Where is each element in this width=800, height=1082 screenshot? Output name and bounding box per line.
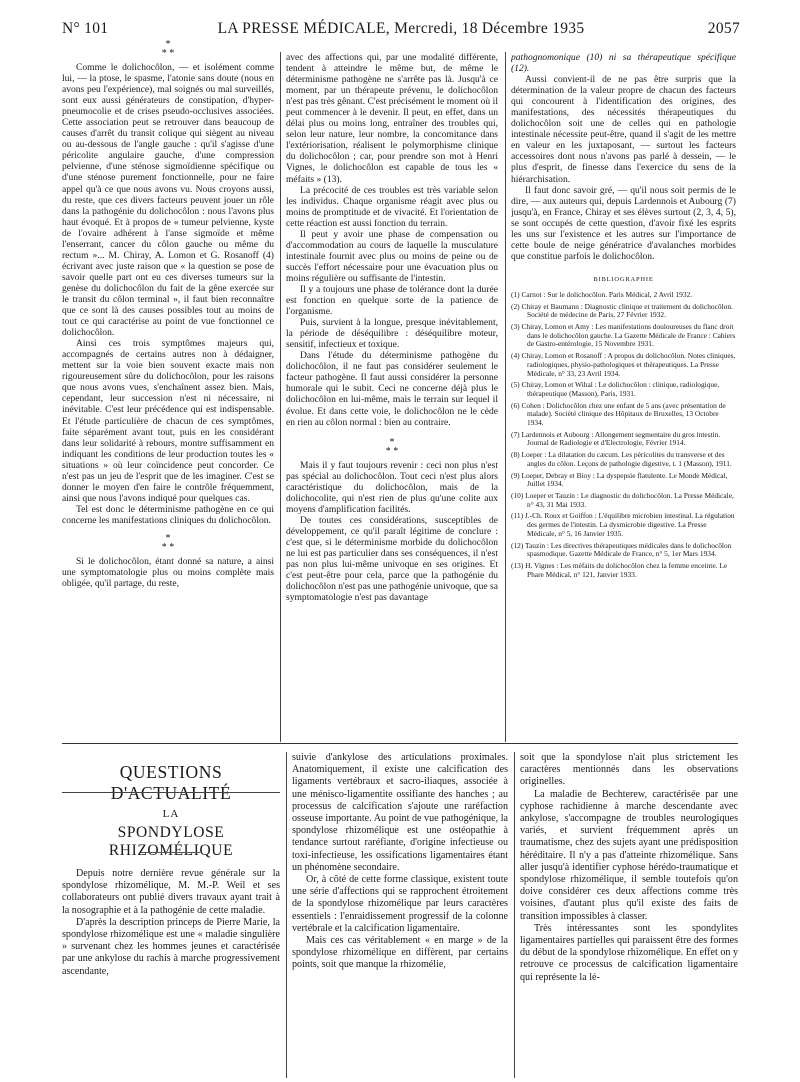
paragraph: Comme le dolichocôlon, — et isolément comme lui, — la ptose, le spasme, l'atonie sans doute (nous en avons peu l'expérience), mal soignés ou mal surveillés, sont eux aussi générateurs de constipation, d'hyper-pneumocolie et de crises pseudo-occlusives associées. Cette association peut se retrouver dans beaucoup de causes d'arrêt du transit colique qui siègent au niveau ou au-dessous de l'angle gauche : qu'il s'agisse d'une péricolite angulaire gauche, d'une compression pelvienne, d'une sténose sigmoïdienne spécifique ou d'une sténose purement fonctionnelle, pour ne faire appel qu'à ce que nous avons vu. Nous croyons aussi, du reste, que ces divers facteurs peuvent jouer un rôle dans la pathogénie du dolichocôlon : nous l'avons plus haut évoqué. Et à propos de « tumeur pelvienne, kyste de l'ovaire adhérent à l'anse sigmoïde et même l'enserrant, cancer du côlon gauche ou même du rectum »... M. Chiray, A. Lomon et G. Rosanoff (4) écrivant avec juste raison que « la question se pose de savoir quelle part ont eu ces diverses tumeurs sur la genèse du dolichocôlon du fait de la gêne exercée sur le transit du côlon terminal », il faut bien reconnaître que ce sont là des causes possibles tout au moins de tout ce qui caractérise au point de vue fonctionnel ce dolichocôlon. <box>62 62 274 339</box>
section-separator: * * * <box>385 436 399 457</box>
paragraph: Ainsi ces trois symptômes majeurs qui, accompagnés de certains autres non à dédaigner, mettent sur la voie bien souvent exacte mais non rigoureusement sûre du dolichocôlon, pour les raisons que nous avons vues, s'enchaînent assez bien. Mais, cependant, leur succession n'est ni nécessaire, ni inévitable. C'est leur précédence qui est indispensable. Et l'étude particulière de chacun de ces symptômes, faite séparément avant tout, puis en les considérant dans leur solidarité à rebours, montre suffisamment en indiquant les conditions de leur production toutes les « situations » où leur coïncidence peut concorder. Ce n'est pas un jeu de l'esprit que de les imaginer. C'est se donner le moyen d'en faire le contrôle fréquemment, ainsi que nous l'avons indiqué pour quelques cas. <box>62 338 274 504</box>
paragraph: Il peut y avoir une phase de compensation ou d'accommodation au cours de laquelle la musculature intestinale fournit avec plus ou moins de peine ou de succès l'effort nécessaire pour une évacuation plus ou moins régulière ou suffisante de l'intestin. <box>286 228 498 284</box>
top-column-2 <box>286 52 498 706</box>
bibliography-item: (5) Chiray, Lomon et Wihal : Le dolichocôlon : clinique, radiologique, thérapeutique (Masson), Paris, 1931. <box>511 380 720 398</box>
bibliography-item: (4) Chiray, Lomon et Rosanoff : A propos du dolichocôlon. Notes cliniques, radiologiques, physio-pathologiques et thérapeutiques. La Presse Médicale, n° 33, 23 Avril 1934. <box>511 351 736 378</box>
paragraph: avec des affections qui, par une modalité différente, tendent à atteindre le même but, de même le déterminisme pathogène ne s'arrête pas là. Jusqu'à ce moment, par un thérapeute prévenu, le dolichocôlon n'est pas très gênant. C'est précisément le moment où il peut commencer à le devenir. Il peut, en effet, dans un délai plus ou moins long, entraîner des troubles qui, selon leur nature, leur nombre, la concomitance dans l'extériorisation, réalisent le polymorphisme clinique du dolichocôlon ; car, pour prendre son mot à Henri Vignes, le dolichocôlon est capable de tous les « méfaits » (13). <box>286 52 498 185</box>
article-title: SPONDYLOSE RHIZOMÉLIQUE <box>108 824 234 859</box>
paragraph: Or, à côté de cette forme classique, existent toute une série d'affections qui se rapprochent étroitement de la spondylose rhizomélique par leurs caractères essentiels : l'enraidissement progressif de la colonne vertébrale et la calcification ligamentaire. <box>292 874 508 934</box>
bibliography-item: (2) Chiray et Baumann : Diagnostic clinique et traitement du dolichocôlon. Société de médecine de Paris, 27 Février 1932. <box>511 301 733 320</box>
bottom-column-1 <box>62 868 280 1078</box>
section-divider <box>62 743 738 744</box>
section-separator: * * * <box>161 39 175 59</box>
bottom-column-3 <box>520 752 738 1078</box>
issue-number: N° 101 <box>62 20 109 37</box>
bibliography-list <box>511 291 736 579</box>
bibliography-item: (9) Loeper, Debray et Bioy : La dyspepsie flatulente. Le Monde Médical, Juillet 1934. <box>511 470 728 489</box>
paragraph: Dans l'étude du déterminisme pathogène du dolichocôlon, il ne faut pas considérer seulement le facteur pathogène. Il faut aussi considérer la personne humorale qui le subit. Ceci ne concerne déjà plus le dolichocôlon en lui-même, mais le terrain sur lequel il évolue. Et dans cette voie, le dolichocôlon ne le cède en rien au côlon normal : bien au contraire. <box>286 350 498 428</box>
column-divider <box>280 52 281 742</box>
paragraph: Il y a toujours une phase de tolérance dont la durée est fonction en quelque sorte de la patience de l'organisme. <box>286 283 498 318</box>
bibliography-item: (10) Loeper et Tauzin : Le diagnostic du dolichocôlon. La Presse Médicale, n° 43, 31 Mai 1933. <box>511 491 734 509</box>
page-header <box>62 20 740 40</box>
paragraph: D'après la description princeps de Pierre Marie, la spondylose rhizomélique est une « maladie singulière » survenant chez les hommes jeunes et caractérisée par une ankylose du rachis à marche progressivement ascendante, <box>62 916 280 977</box>
paragraph: Très intéressantes sont les spondylites ligamentaires partielles qui paraissent être des formes du début de la spondylose rhizomélique. En effet on y retrouve ce processus de calcification ligamentaire qui représente la lé- <box>520 922 738 983</box>
paragraph: Si le dolichocôlon, étant donné sa nature, a ainsi une symptomatologie plus ou moins complète mais obligée, qu'il partage, du reste, <box>62 555 274 590</box>
bibliography-heading: BIBLIOGRAPHIE <box>593 275 654 283</box>
paragraph: soit que la spondylose n'ait plus strictement les caractères mentionnés dans les observations originelles. <box>520 752 738 788</box>
page-number: 2057 <box>707 20 740 37</box>
bibliography-item: (11) J.-Ch. Roux et Goiffon : L'équilibre microbien intestinal. La régulation des germes de l'intestin. La dysmicrobie digestive. La Presse Médicale, n° 5, 16 Janvier 1935. <box>511 511 735 538</box>
bibliography-item: (1) Carnot : Sur le dolichocôlon. Paris Médical, 2 Avril 1932. <box>511 289 693 299</box>
paragraph: Tel est donc le déterminisme pathogène en ce qui concerne les manifestations cliniques du dolichocôlon. <box>62 503 274 526</box>
paragraph: La précocité de ces troubles est très variable selon les individus. Chaque organisme réagit avec plus ou moins de promptitude et de vivacité. Et l'orientation de cette réaction est aussi fonction du terrain. <box>286 184 498 229</box>
top-column-1 <box>62 38 274 706</box>
bibliography-item: (7) Lardennois et Aubourg : Allongement segmentaire du gros intestin. Journal de Radiologie et d'Electrologie, Février 1914. <box>511 429 721 448</box>
bibliography-item: (12) Tauzin : Les directives thérapeutiques médicales dans le dolichocôlon spasmodique. Gazette Médicale de France, n° 5, 1er Mars 1934. <box>511 540 732 559</box>
column-divider <box>286 752 287 1078</box>
article-kicker: LA <box>162 808 180 820</box>
column-divider <box>505 52 506 742</box>
bibliography-item: (6) Cohen : Dolichocôlon chez une enfant de 5 ans (avec présentation de malade). Société clinique des Hôpitaux de Bruxelles, 13 Octobre 1934. <box>511 400 726 428</box>
paragraph: pathognomonique (10) ni sa thérapeutique spécifique (12). <box>511 52 736 75</box>
bibliography-item: (3) Chiray, Lomon et Amy : Les manifestations douloureuses du flanc droit dans le dolichocôlon gauche. La Gazette Médicale de France : Cahiers de Gastro-entérologie, 15 Novembre 1931. <box>511 322 736 349</box>
bibliography-item: (13) H. Vignes : Les méfaits du dolichocôlon chez la femme enceinte. Le Phare Médical, n° 121, Janvier 1933. <box>511 560 728 579</box>
bottom-column-2 <box>292 752 508 1078</box>
title-rule <box>62 792 280 793</box>
paragraph: Mais ces cas véritablement « en marge » de la spondylose rhizomélique en diffèrent, par certains points, soit que manque la rhizomélie, <box>292 935 508 971</box>
paragraph: Puis, survient à la longue, presque inévitablement, la période de déséquilibre : déséquilibre moteur, sensitif, infectieux et toxique. <box>286 317 498 351</box>
section-title: QUESTIONS D'ACTUALITÉ <box>110 762 232 803</box>
paragraph: La maladie de Bechterew, caractérisée par une cyphose rachidienne à marche descendante avec ankylose, s'accompagne de troubles neurologiques variés, et survient fréquemment après un traumatisme, chez des sujets ayant une prédisposition héréditaire. Il n'y a pas d'atteinte rhizomélique. Sans aller jusqu'à identifier cyphose hérédo-traumatique et spondylose rhizomélique, il semble toutefois qu'on doive considérer ces deux affections comme très voisines, d'autant plus qu'il existe des faits de transition impossibles à classer. <box>520 788 738 922</box>
section-separator: * * * <box>161 532 175 553</box>
paragraph: De toutes ces considérations, susceptibles de développement, ce qu'il paraît légitime de conclure : c'est que, si le déterminisme morbide du dolichocôlon ne lui est pas particulier dans ses conséquences, il n'est pas non plus lui-même univoque en ses origines. Et c'est peut-être pour cela, parce que la pathogénie du dolichocôlon n'est pas une pathogénie univoque, que sa symptomatologie n'est pas davantage <box>286 514 498 604</box>
paragraph: Aussi convient-il de ne pas être surpris que la détermination de la valeur propre de chacun des facteurs qui concourent à l'identification des origines, des manifestations, des nécessités thérapeutiques du dolichocôlon soit une de celles qui en pathologie intestinale nécessite peut-être, quand il s'agit de les mettre en valeur en les juxtaposant, — surtout les facteurs accessoires dont nous n'avons pas parlé à dessein, — le plus d'esprit, de finesse dans l'exercice du sens de la hiérarchisation. <box>511 74 736 185</box>
title-underline <box>140 852 200 853</box>
column-divider <box>514 752 515 1078</box>
journal-title: LA PRESSE MÉDICALE, Mercredi, 18 Décembre 1935 <box>217 20 585 37</box>
paragraph: Il faut donc savoir gré, — qu'il nous soit permis de le dire, — aux auteurs qui, depuis Lardennois et Aubourg (7) jusqu'à, en France, Chiray et ses élèves surtout (2, 3, 4, 5), se sont occupés de cette question, d'avoir fixé les esprits les uns sur l'existence et les autres sur l'importance de cette boule de neige génératrice d'avalanches morbides que constitue parfois le dolichocôlon. <box>511 184 736 262</box>
bibliography-item: (8) Loeper : La dilatation du cæcum. Les péricolites du transverse et des angles du côlon. Leçons de pathologie digestive, t. 1 (Masson), 1911. <box>511 450 732 468</box>
top-column-3 <box>511 52 736 706</box>
paragraph: Mais il y faut toujours revenir : ceci non plus n'est pas spécial au dolichocôlon. Tout ceci n'est plus alors caractéristique du dolichocôlon, mais de la dolichocolite, qui n'est rien de plus qu'une colite aux moyens d'amplification facilités. <box>286 459 498 515</box>
paragraph: suivie d'ankylose des articulations proximales. Anatomiquement, il existe une calcification des ligaments vertébraux et sacro-iliaques, associée à une ménisco-ligamentite ossifiante des hanches ; au processus de calcification s'ajoute une raréfaction osseuse importante. Au point de vue pathogénique, la spondylose rhizomélique est une ostéopathie à tendance surtout raréfiante, d'origine infectieuse ou toxi-infectieuse, les ossifications ligamentaires étant un phénomène secondaire. <box>292 752 508 873</box>
paragraph: Depuis notre dernière revue générale sur la spondylose rhizomélique, M. M.-P. Weil et ses collaborateurs ont publié divers travaux ayant trait à la nosographie et à la pathogénie de cette maladie. <box>62 868 280 916</box>
